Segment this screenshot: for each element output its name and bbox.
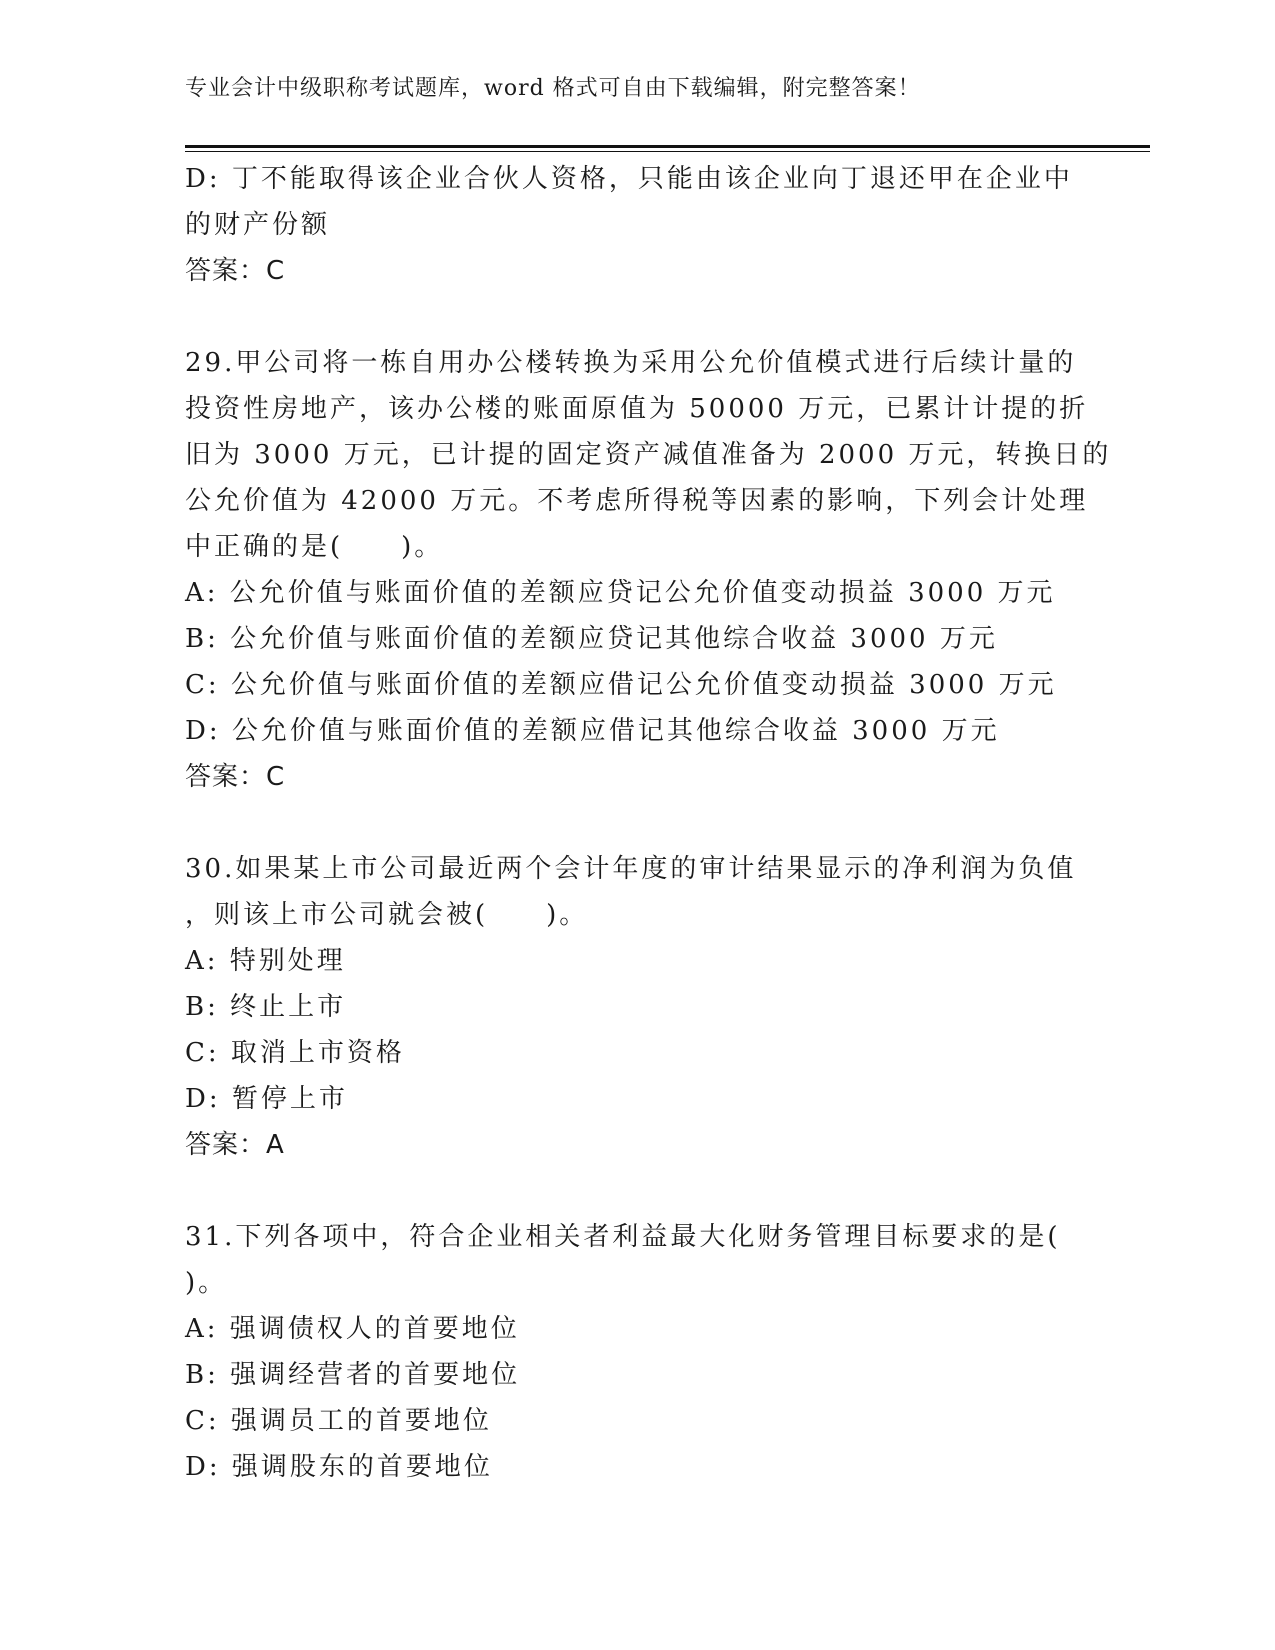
option-b: B: 终止上市 [185,992,347,1022]
answer-line: 答案：A [185,1130,285,1160]
question-stem-line: )。 [185,1268,228,1298]
option-a: A: 公允价值与账面价值的差额应贷记公允价值变动损益 3000 万元 [185,578,1056,608]
answer-line: 答案：C [185,762,286,792]
answer-line: 答案：C [185,256,286,286]
question-stem-line: 中正确的是( )。 [185,532,444,562]
option-b: B: 公允价值与账面价值的差额应贷记其他综合收益 3000 万元 [185,624,998,654]
option-a: A: 强调债权人的首要地位 [185,1314,520,1344]
spacer [185,294,1085,340]
option-d-line-2: 的财产份额 [185,210,331,240]
question-stem-line: 29.甲公司将一栋自用办公楼转换为采用公允价值模式进行后续计量的 [185,348,1077,378]
option-d: D: 强调股东的首要地位 [185,1452,493,1482]
question-stem-line: 30.如果某上市公司最近两个会计年度的审计结果显示的净利润为负值 [185,854,1077,884]
question-stem-line: 旧为 3000 万元，已计提的固定资产减值准备为 2000 万元，转换日的 [185,440,1112,470]
option-c: C: 强调员工的首要地位 [185,1406,492,1436]
header-rule-thin [185,151,1150,152]
question-30 [185,846,1085,1168]
question-stem-line: 公允价值为 42000 万元。不考虑所得税等因素的影响，下列会计处理 [185,486,1089,516]
option-d: D: 公允价值与账面价值的差额应借记其他综合收益 3000 万元 [185,716,1000,746]
question-stem-line: ，则该上市公司就会被( )。 [185,900,589,930]
document-body [185,156,1112,1490]
question-28-tail [185,156,1085,294]
option-c: C: 取消上市资格 [185,1038,405,1068]
spacer [185,1168,1085,1214]
page-header: 专业会计中级职称考试题库，word 格式可自由下载编辑，附完整答案！ [185,76,921,101]
option-d: D: 暂停上市 [185,1084,348,1114]
question-29 [185,340,1112,800]
question-31 [185,1214,1085,1490]
header-rule-thick [185,145,1150,148]
question-stem-line: 投资性房地产，该办公楼的账面原值为 50000 万元，已累计计提的折 [185,394,1089,424]
spacer [185,800,1085,846]
option-a: A: 特别处理 [185,946,346,976]
question-stem-line: 31.下列各项中，符合企业相关者利益最大化财务管理目标要求的是( [185,1222,1061,1252]
option-b: B: 强调经营者的首要地位 [185,1360,521,1390]
option-c: C: 公允价值与账面价值的差额应借记公允价值变动损益 3000 万元 [185,670,1057,700]
option-d-line-1: D: 丁不能取得该企业合伙人资格，只能由该企业向丁退还甲在企业中 [185,164,1073,194]
